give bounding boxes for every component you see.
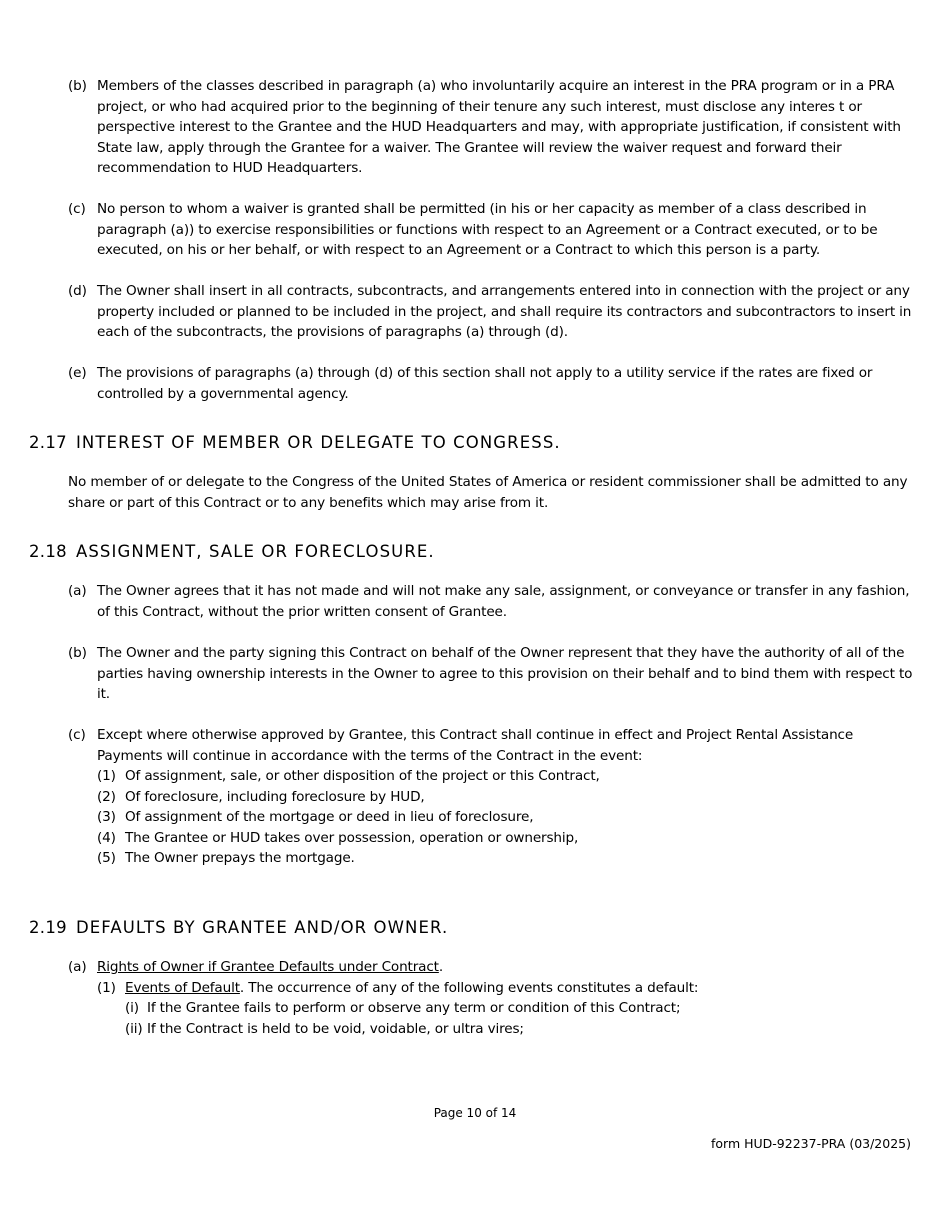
subtitle-text: . The occurrence of any of the following events constitutes a default: — [239, 979, 699, 996]
list-item-label: (2) — [97, 788, 116, 805]
paragraph-2-18-b — [68, 643, 913, 705]
paragraph-label: (b) — [68, 78, 87, 94]
page-number: Page 10 of 14 — [433, 1106, 517, 1120]
list-item — [97, 807, 913, 828]
list-item-text: Of assignment of the mortgage or deed in lieu of foreclosure, — [125, 809, 534, 825]
section-title: INTEREST OF MEMBER OR DELEGATE TO CONGRESS. — [75, 433, 561, 452]
section-number: 2.17 — [29, 433, 67, 452]
paragraph-text: The Owner shall insert in all contracts, subcontracts, and arrangements entered into in connection with the project or any property included or planned to be included in the project, and shall require its contractors and subcontractors to insert in each of the subcontracts, the provisions of paragraphs (a) through (d). — [97, 283, 912, 340]
list-item-text — [125, 978, 913, 999]
paragraph-label: (c) — [68, 727, 86, 743]
underlined-title: Rights of Owner if Grantee Defaults under Contract — [97, 959, 439, 975]
list-item-text: The Owner prepays the mortgage. — [125, 850, 355, 866]
list-item — [97, 848, 913, 869]
nested-item-label: (ii) — [125, 1020, 143, 1037]
paragraph-text: The provisions of paragraphs (a) through (d) of this section shall not apply to a utility service if the rates are fixed or controlled by a governmental agency. — [97, 365, 873, 402]
nested-item-text: If the Grantee fails to perform or observe any term or condition of this Contract; — [147, 1000, 681, 1016]
paragraph-label: (e) — [68, 365, 87, 381]
list-item — [97, 978, 913, 1040]
section-heading-2-17 — [29, 433, 561, 452]
section-2-17-body: No member of or delegate to the Congress of the United States of America or resident commissioner shall be admitted to any share or part of this Contract or to any benefits which may arise from it. — [68, 474, 908, 511]
section-title: ASSIGNMENT, SALE OR FORECLOSURE. — [75, 542, 435, 561]
paragraph-label: (a) — [68, 583, 87, 599]
list-item — [97, 828, 913, 849]
paragraph-text: Members of the classes described in paragraph (a) who involuntarily acquire an interest in the PRA program or in a PRA project, or who had acquired prior to the beginning of their tenure any such interest, must disclose any interes t or perspective interest to the Grantee and the HUD Headquarters and may, with appropriate justification, if consistent with State law, apply through the Grantee for a waiver. The Grantee will review the waiver request and forward their recommendation to HUD Headquarters. — [97, 78, 901, 176]
underlined-subtitle: Events of Default — [125, 979, 240, 996]
nested-item-label: (i) — [125, 1000, 139, 1016]
paragraph-label: (b) — [68, 645, 87, 661]
list-item-label: (5) — [97, 850, 116, 866]
event-list — [97, 766, 913, 869]
list-item-label: (4) — [97, 829, 116, 846]
paragraph-label: (c) — [68, 201, 86, 217]
section-number: 2.19 — [29, 918, 67, 937]
paragraph-label: (d) — [68, 283, 87, 299]
paragraph-text: No person to whom a waiver is granted shall be permitted (in his or her capacity as member of a class described in paragraph (a)) to exercise responsibilities or functions with respect to an Agreement or a Contract executed, or to be executed, on his or her behalf, or with respect to an Agreement or a Contract to which this person is a party. — [97, 201, 878, 258]
list-item-label: (1) — [97, 979, 116, 996]
paragraph-text: Except where otherwise approved by Grantee, this Contract shall continue in effect and Project Rental Assistance Payments will continue in accordance with the terms of the Contract in the event: — [97, 727, 854, 764]
nested-list-item — [125, 998, 913, 1019]
section-heading-2-18 — [29, 542, 435, 561]
section-heading-2-19 — [29, 918, 448, 937]
paragraph-e — [68, 363, 913, 404]
paragraph-text: The Owner and the party signing this Contract on behalf of the Owner represent that they have the authority of all of the parties having ownership interests in the Owner to agree to this provision on their behalf and to bind them with respect to it. — [97, 645, 913, 702]
paragraph-label: (a) — [68, 959, 87, 975]
paragraph-c — [68, 199, 913, 261]
paragraph-2-19-a — [68, 957, 913, 1039]
paragraph-2-18-a — [68, 581, 913, 622]
paragraph-2-18-c — [68, 725, 913, 869]
paragraph-d — [68, 281, 913, 343]
list-item — [97, 766, 913, 787]
list-item-label: (1) — [97, 768, 116, 784]
nested-item-text: If the Contract is held to be void, voidable, or ultra vires; — [147, 1020, 524, 1037]
section-title: DEFAULTS BY GRANTEE AND/OR OWNER. — [75, 918, 449, 937]
list-item-text: The Grantee or HUD takes over possession, operation or ownership, — [125, 829, 579, 846]
list-item-text: Of assignment, sale, or other disposition of the project or this Contract, — [125, 768, 600, 784]
paragraph-title — [97, 957, 913, 978]
nested-list-item — [125, 1019, 913, 1040]
title-period: . — [438, 959, 444, 975]
paragraph-text: The Owner agrees that it has not made and will not make any sale, assignment, or conveyance or transfer in any fashion, of this Contract, without the prior written consent of Grantee. — [97, 583, 910, 620]
form-identifier: form HUD-92237-PRA (03/2025) — [711, 1136, 911, 1151]
paragraph-b — [68, 76, 913, 179]
section-number: 2.18 — [29, 542, 67, 561]
list-item-text: Of foreclosure, including foreclosure by HUD, — [125, 788, 425, 805]
list-item — [97, 787, 913, 808]
default-sublist — [97, 978, 913, 1040]
list-item-label: (3) — [97, 809, 116, 825]
